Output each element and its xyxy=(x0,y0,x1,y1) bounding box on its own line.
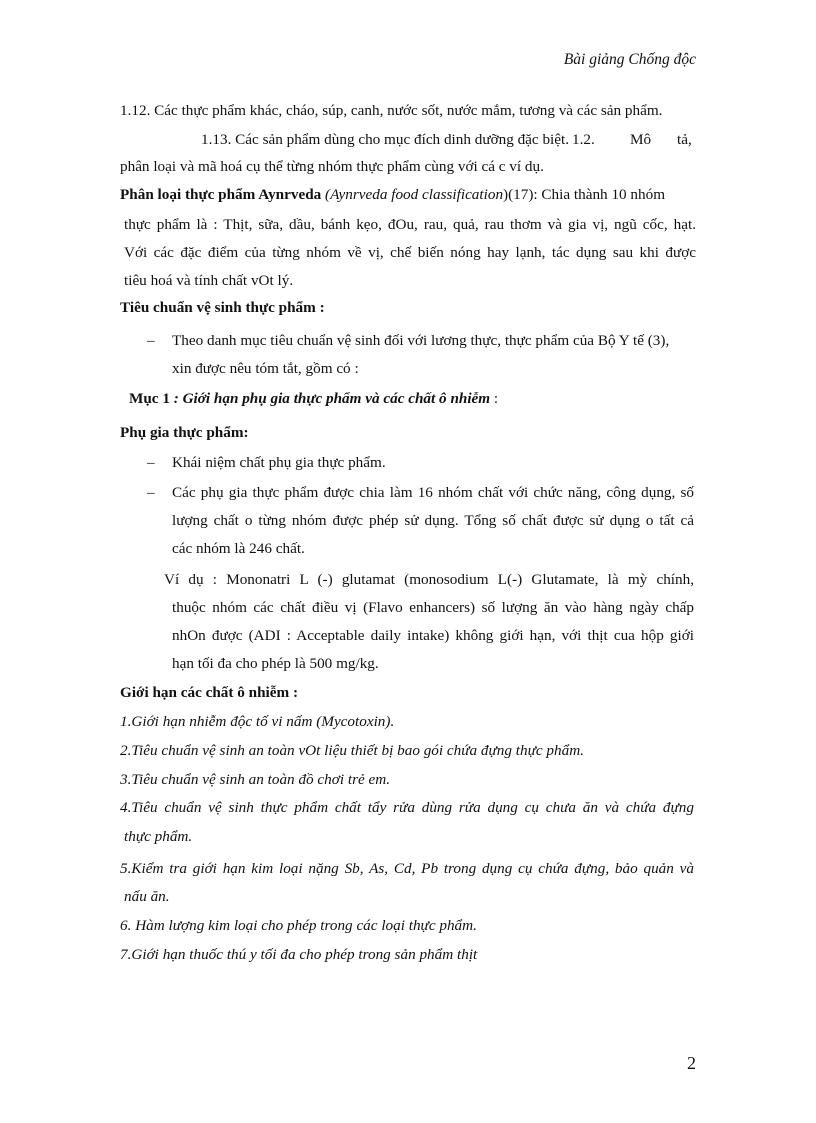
heading-phu-gia: Phụ gia thực phẩm: xyxy=(120,424,249,441)
muc-1-label: Mục 1 xyxy=(129,390,170,407)
text-line-500mg: hạn tối đa cho phép là 500 mg/kg. xyxy=(172,655,379,672)
muc-1-heading xyxy=(129,389,498,409)
text-ta: tả, xyxy=(677,131,692,148)
list-item-3: 3.Tiêu chuẩn vệ sinh an toàn đồ chơi trẻ em. xyxy=(120,771,391,788)
dash-bullet: – xyxy=(147,484,155,501)
page-header-title: Bài giảng Chống độc xyxy=(563,51,696,68)
list-item-1: 1.Giới hạn nhiễm độc tố vi nấm (Mycotoxin). xyxy=(120,713,395,730)
text-line-vi-du: Ví dụ : Mononatri L (-) glutamat (monosodium L(-) Glutamate, là mỳ chính, xyxy=(164,571,694,588)
list-item-5: 5.Kiểm tra giới hạn kim loại nặng Sb, As, Cd, Pb trong dụng cụ chứa đựng, bảo quản và xyxy=(120,860,694,877)
muc-1-colon: : xyxy=(493,390,499,407)
text-mo: Mô xyxy=(630,131,652,148)
dash-bullet: – xyxy=(147,454,155,471)
heading-gioi-han: Giới hạn các chất ô nhiễm : xyxy=(120,684,299,701)
page-number: 2 xyxy=(687,1053,696,1073)
text-line-theo-danh-muc: Theo danh mục tiêu chuẩn vệ sinh đối với lương thực, thực phẩm của Bộ Y tế (3), xyxy=(172,332,670,349)
list-item-2: 2.Tiêu chuẩn vệ sinh an toàn vOt liệu thiết bị bao gói chứa đựng thực phẩm. xyxy=(120,742,584,759)
text-line-246-chat: các nhóm là 246 chất. xyxy=(172,540,305,557)
text-line-khai-niem: Khái niệm chất phụ gia thực phẩm. xyxy=(172,454,386,471)
list-item-7: 7.Giới hạn thuốc thú y tối đa cho phép trong sản phẩm thịt xyxy=(120,946,478,963)
text-line-16-nhom: Các phụ gia thực phẩm được chia làm 16 nhóm chất với chức năng, công dụng, số xyxy=(172,484,694,501)
text-line-characteristics: Với các đặc điểm của từng nhóm về vị, chế biến nóng hay lạnh, tác dụng sau khi được xyxy=(124,244,696,261)
text-line-1-12: 1.12. Các thực phẩm khác, cháo, súp, canh, nước sốt, nước mắm, tương và các sản phẩm. xyxy=(120,102,663,119)
aynrveda-heading: Phân loại thực phẩm Aynrveda xyxy=(120,186,322,203)
text-line-flavo: thuộc nhóm các chất điều vị (Flavo enhancers) số lượng ăn vào hàng ngày chấp xyxy=(172,599,694,616)
text-line-food-groups: thực phẩm là : Thịt, sữa, dầu, bánh kẹo, đOu, rau, quả, rau thơm và gia vị, ngũ cốc, hạt. xyxy=(124,216,696,233)
list-item-4: 4.Tiêu chuẩn vệ sinh thực phẩm chất tẩy rửa dùng rửa dụng cụ chưa ăn và chứa đựng xyxy=(120,799,694,816)
paragraph-aynrveda-title xyxy=(120,185,665,205)
text-line-luong-chat: lượng chất o từng nhóm được phép sử dụng. Tổng số chất được sử dụng o tất cả xyxy=(172,512,694,529)
heading-tieu-chuan: Tiêu chuẩn vệ sinh thực phẩm : xyxy=(120,299,325,316)
list-item-5-cont: nấu ăn. xyxy=(124,888,170,905)
text-section-1-2: 1.2. xyxy=(572,131,595,148)
text-line-xin-duoc: xin được nêu tóm tắt, gồm có : xyxy=(172,360,359,377)
aynrveda-english: (Aynrveda food classification xyxy=(325,186,504,203)
aynrveda-rest: )(17): Chia thành 10 nhóm xyxy=(503,186,666,203)
muc-1-title: : Giới hạn phụ gia thực phẩm và các chất ô nhiễm xyxy=(173,390,491,407)
text-line-physical: tiêu hoá và tính chất vOt lý. xyxy=(124,272,294,289)
text-line-adi: nhOn được (ADI : Acceptable daily intake) không giới hạn, với thịt cua hộp giới xyxy=(172,627,694,644)
text-line-phan-loai: phân loại và mã hoá cụ thể từng nhóm thực phẩm cùng với cá c ví dụ. xyxy=(120,158,544,175)
text-line-1-13: 1.13. Các sản phẩm dùng cho mục đích dinh dưỡng đặc biệt. xyxy=(201,131,570,148)
list-item-6: 6. Hàm lượng kim loại cho phép trong các loại thực phẩm. xyxy=(120,917,477,934)
dash-bullet: – xyxy=(147,332,155,349)
list-item-4-cont: thực phẩm. xyxy=(124,828,193,845)
